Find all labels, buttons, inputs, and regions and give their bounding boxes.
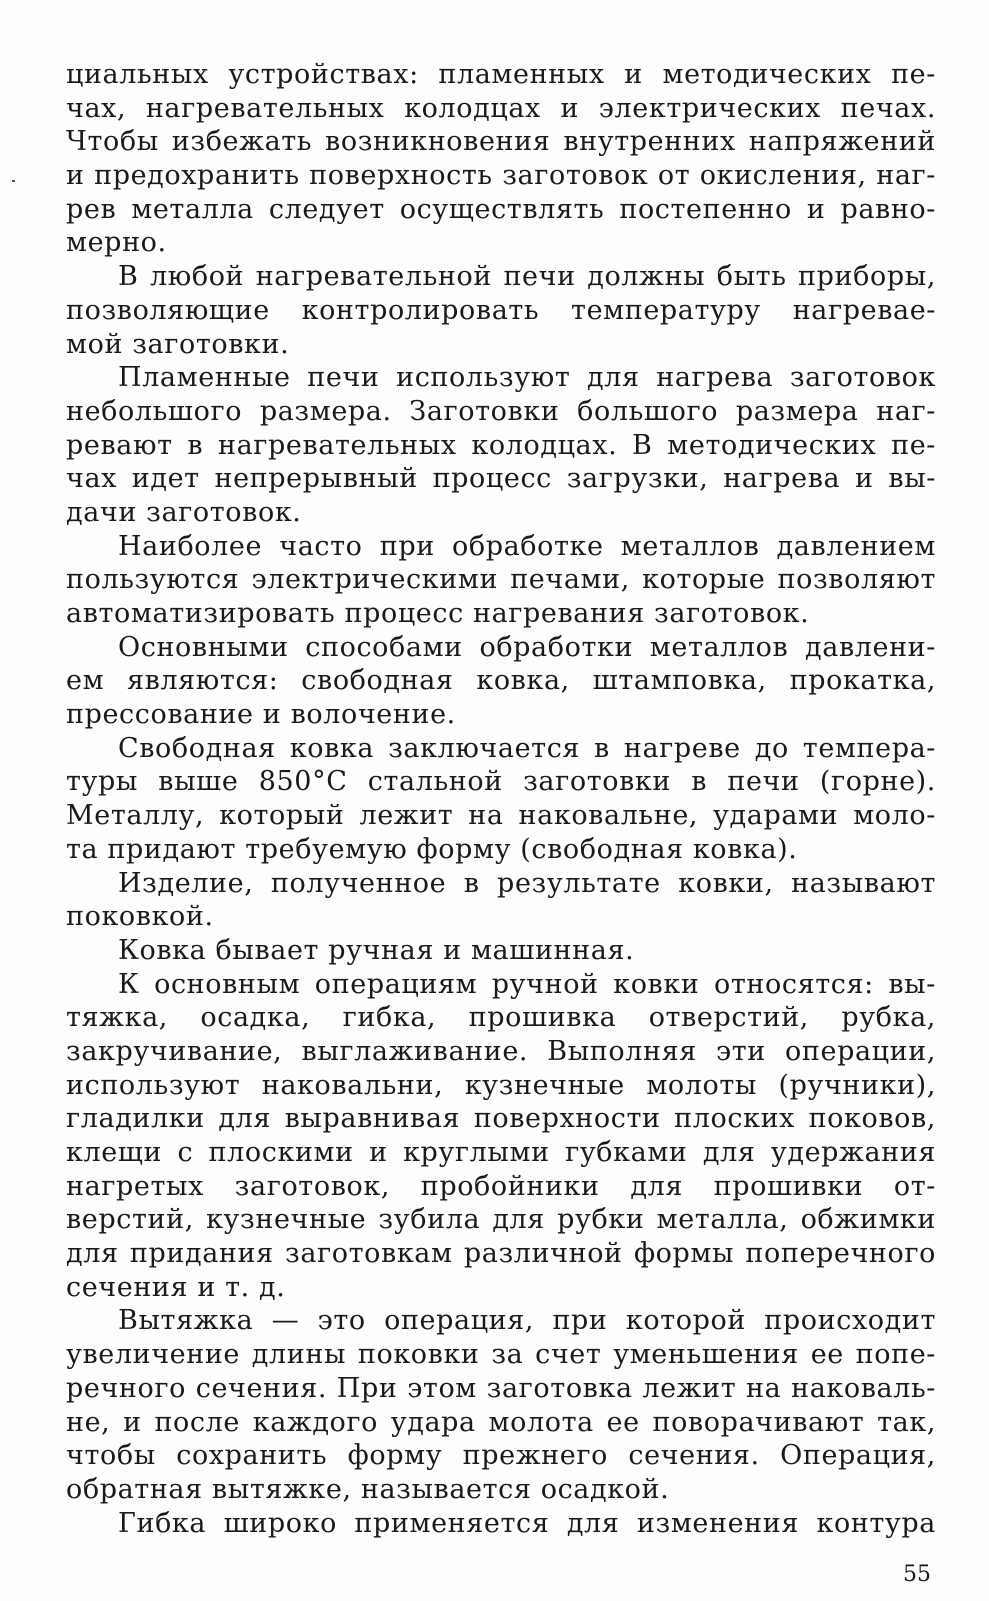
text-line: обратная вытяжке, называется осадкой. [66,1473,670,1505]
text-line: Ковка бывает ручная и машинная. [118,934,635,966]
text-line: увеличение длины поковки за счет уменьшения ее попе- [66,1339,936,1371]
text-line: чах идет непрерывный процесс загрузки, нагрева и вы- [66,463,936,495]
text-line: закручивание, выглаживание. Выполняя эти операции, [66,1035,936,1067]
text-line: Вытяжка — это операция, при которой происходит [118,1305,936,1337]
page-number: 55 [903,1562,931,1587]
paragraph [66,1507,936,1541]
text-line: та придают требуемую форму (свободная ковка). [66,833,798,865]
paragraph [66,58,936,260]
text-line: небольшого размера. Заготовки большого размера наг- [66,395,936,427]
text-line: поковкой. [66,901,214,933]
margin-speck [12,180,15,182]
text-line: чтобы сохранить форму прежнего сечения. Операция, [66,1440,936,1472]
paragraph [66,631,936,732]
text-line: Свободная ковка заключается в нагреве до темпера- [118,732,936,764]
text-line: прессование и волочение. [66,699,456,731]
body-text [66,58,936,1540]
text-line: циальных устройствах: пламенных и методических пе- [66,59,936,90]
text-line: ревают в нагревательных колодцах. В методических пе- [66,429,936,461]
text-line: мой заготовки. [66,328,290,360]
paragraph [66,732,936,867]
text-line: для придания заготовкам различной формы поперечного [66,1238,936,1270]
text-line: Металлу, который лежит на наковальне, ударами моло- [66,800,936,832]
text-line: клещи с плоскими и круглыми губками для удержания [66,1137,936,1168]
text-line: и предохранить поверхность заготовок от окисления, наг- [66,160,936,192]
paragraph [66,934,936,968]
text-line: рев металла следует осуществлять постепенно и равно- [66,193,936,225]
text-line: Изделие, полученное в результате ковки, называют [118,867,936,899]
text-line: мерно. [66,227,167,259]
paragraph [66,867,936,934]
paragraph [66,1304,936,1506]
text-line: К основным операциям ручной ковки относятся: вы- [118,968,936,1000]
text-line: речного сечения. При этом заготовка лежит на наковаль- [66,1372,936,1404]
text-line: Чтобы избежать возникновения внутренних напряжений [66,126,936,158]
text-line: не, и после каждого удара молота ее поворачивают так, [66,1406,936,1438]
text-line: пользуются электрическими печами, которые позволяют [66,564,936,596]
text-line: используют наковальни, кузнечные молоты (ручники), [66,1069,936,1101]
text-line: Гибка широко применяется для изменения контура [118,1507,936,1539]
text-line: верстий, кузнечные зубила для рубки металла, обжимки [66,1204,936,1236]
paragraph [66,361,936,529]
text-line: чах, нагревательных колодцах и электрических печах. [66,92,936,124]
text-line: ем являются: свободная ковка, штамповка, прокатка, [66,665,936,697]
text-line: автоматизировать процесс нагревания заготовок. [66,598,810,629]
text-line: туры выше 850°С стальной заготовки в печи (горне). [66,766,936,798]
text-line: Основными способами обработки металлов давлени- [118,631,936,663]
paragraph [66,260,936,361]
text-line: гладилки для выравнивая поверхности плоских поковов, [66,1103,936,1135]
text-line: нагретых заготовок, пробойники для прошивки от- [66,1170,936,1202]
text-line: Пламенные печи используют для нагрева заготовок [118,362,936,394]
text-line: сечения и т. д. [66,1271,286,1303]
text-line: дачи заготовок. [66,496,302,528]
text-line: Наиболее часто при обработке металлов давлением [118,530,936,562]
paragraph [66,530,936,631]
paragraph [66,968,936,1305]
text-line: позволяющие контролировать температуру нагревае- [66,294,936,326]
text-line: тяжка, осадка, гибка, прошивка отверстий, рубка, [66,1002,936,1034]
text-line: В любой нагревательной печи должны быть приборы, [118,261,936,293]
